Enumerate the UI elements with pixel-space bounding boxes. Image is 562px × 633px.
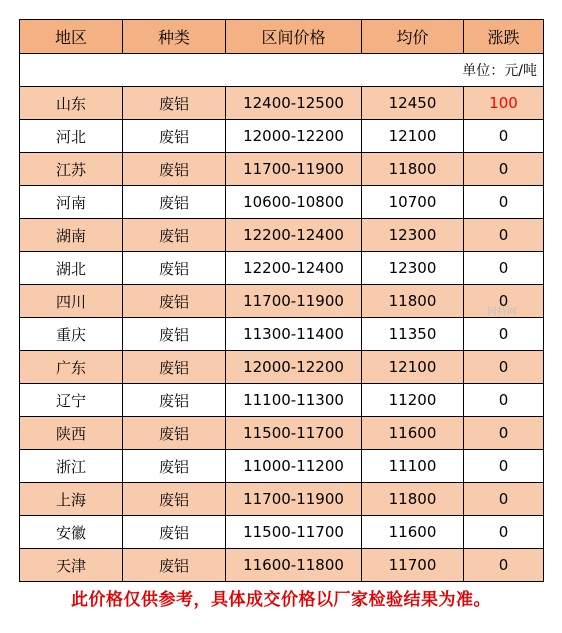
cell-price-range: 11700-11900 — [226, 285, 362, 318]
cell-change: 0 — [464, 549, 544, 582]
table-row — [20, 120, 544, 153]
cell-price-range: 11300-11400 — [226, 318, 362, 351]
table-header-row — [20, 20, 544, 54]
cell-average-price: 11200 — [362, 384, 464, 417]
cell-change: 0 — [464, 285, 544, 318]
cell-type: 废铝 — [123, 483, 226, 516]
cell-change: 0 — [464, 219, 544, 252]
cell-region: 上海 — [20, 483, 123, 516]
cell-region: 陕西 — [20, 417, 123, 450]
cell-region: 辽宁 — [20, 384, 123, 417]
cell-average-price: 11800 — [362, 483, 464, 516]
cell-change: 0 — [464, 351, 544, 384]
cell-type: 废铝 — [123, 318, 226, 351]
cell-change: 0 — [464, 483, 544, 516]
cell-region: 浙江 — [20, 450, 123, 483]
cell-type: 废铝 — [123, 252, 226, 285]
cell-average-price: 10700 — [362, 186, 464, 219]
cell-region: 四川 — [20, 285, 123, 318]
table-row — [20, 351, 544, 384]
table-row — [20, 417, 544, 450]
disclaimer-note: 此价格仅供参考，具体成交价格以厂家检验结果为准。 — [71, 590, 491, 610]
cell-change: 0 — [464, 417, 544, 450]
cell-type: 废铝 — [123, 351, 226, 384]
cell-price-range: 12400-12500 — [226, 87, 362, 120]
table-row — [20, 252, 544, 285]
cell-type: 废铝 — [123, 87, 226, 120]
cell-average-price: 12300 — [362, 252, 464, 285]
cell-region: 安徽 — [20, 516, 123, 549]
cell-price-range: 11000-11200 — [226, 450, 362, 483]
header-region: 地区 — [20, 20, 123, 54]
cell-region: 河南 — [20, 186, 123, 219]
table-row — [20, 516, 544, 549]
cell-change: 0 — [464, 318, 544, 351]
cell-average-price: 11600 — [362, 417, 464, 450]
cell-price-range: 11700-11900 — [226, 483, 362, 516]
cell-price-range: 11100-11300 — [226, 384, 362, 417]
cell-change: 100 — [464, 87, 544, 120]
table-row — [20, 549, 544, 582]
header-average-price: 均价 — [362, 20, 464, 54]
cell-average-price: 11800 — [362, 153, 464, 186]
cell-change: 0 — [464, 252, 544, 285]
cell-region: 山东 — [20, 87, 123, 120]
cell-price-range: 11700-11900 — [226, 153, 362, 186]
cell-type: 废铝 — [123, 153, 226, 186]
cell-average-price: 11800 — [362, 285, 464, 318]
cell-type: 废铝 — [123, 285, 226, 318]
cell-type: 废铝 — [123, 417, 226, 450]
table-row — [20, 87, 544, 120]
cell-region: 湖北 — [20, 252, 123, 285]
cell-type: 废铝 — [123, 120, 226, 153]
cell-type: 废铝 — [123, 186, 226, 219]
header-change: 涨跌 — [464, 20, 544, 54]
cell-region: 湖南 — [20, 219, 123, 252]
cell-price-range: 11500-11700 — [226, 417, 362, 450]
cell-price-range: 11500-11700 — [226, 516, 362, 549]
table-row — [20, 153, 544, 186]
cell-average-price: 12100 — [362, 120, 464, 153]
cell-average-price: 11600 — [362, 516, 464, 549]
cell-change: 0 — [464, 516, 544, 549]
unit-row — [20, 54, 544, 87]
table-row — [20, 384, 544, 417]
cell-average-price: 11100 — [362, 450, 464, 483]
table-row — [20, 318, 544, 351]
cell-change: 0 — [464, 450, 544, 483]
unit-label: 单位：元/吨 — [20, 54, 544, 87]
cell-type: 废铝 — [123, 384, 226, 417]
table-row — [20, 450, 544, 483]
cell-type: 废铝 — [123, 516, 226, 549]
table-row — [20, 285, 544, 318]
watermark: 阿特网 — [487, 307, 517, 318]
cell-average-price: 11350 — [362, 318, 464, 351]
price-table — [19, 19, 544, 582]
cell-average-price: 12450 — [362, 87, 464, 120]
cell-region: 天津 — [20, 549, 123, 582]
table-row — [20, 186, 544, 219]
header-price-range: 区间价格 — [226, 20, 362, 54]
cell-type: 废铝 — [123, 450, 226, 483]
cell-region: 重庆 — [20, 318, 123, 351]
cell-change: 0 — [464, 153, 544, 186]
cell-region: 江苏 — [20, 153, 123, 186]
table-row — [20, 483, 544, 516]
cell-price-range: 10600-10800 — [226, 186, 362, 219]
cell-region: 河北 — [20, 120, 123, 153]
cell-price-range: 12000-12200 — [226, 351, 362, 384]
cell-change: 0 — [464, 186, 544, 219]
cell-average-price: 12100 — [362, 351, 464, 384]
table-row — [20, 219, 544, 252]
cell-type: 废铝 — [123, 219, 226, 252]
cell-change: 0 — [464, 120, 544, 153]
cell-price-range: 12000-12200 — [226, 120, 362, 153]
cell-type: 废铝 — [123, 549, 226, 582]
cell-change: 0 — [464, 384, 544, 417]
cell-price-range: 12200-12400 — [226, 252, 362, 285]
header-type: 种类 — [123, 20, 226, 54]
cell-price-range: 12200-12400 — [226, 219, 362, 252]
cell-price-range: 11600-11800 — [226, 549, 362, 582]
cell-region: 广东 — [20, 351, 123, 384]
cell-average-price: 11700 — [362, 549, 464, 582]
cell-average-price: 12300 — [362, 219, 464, 252]
